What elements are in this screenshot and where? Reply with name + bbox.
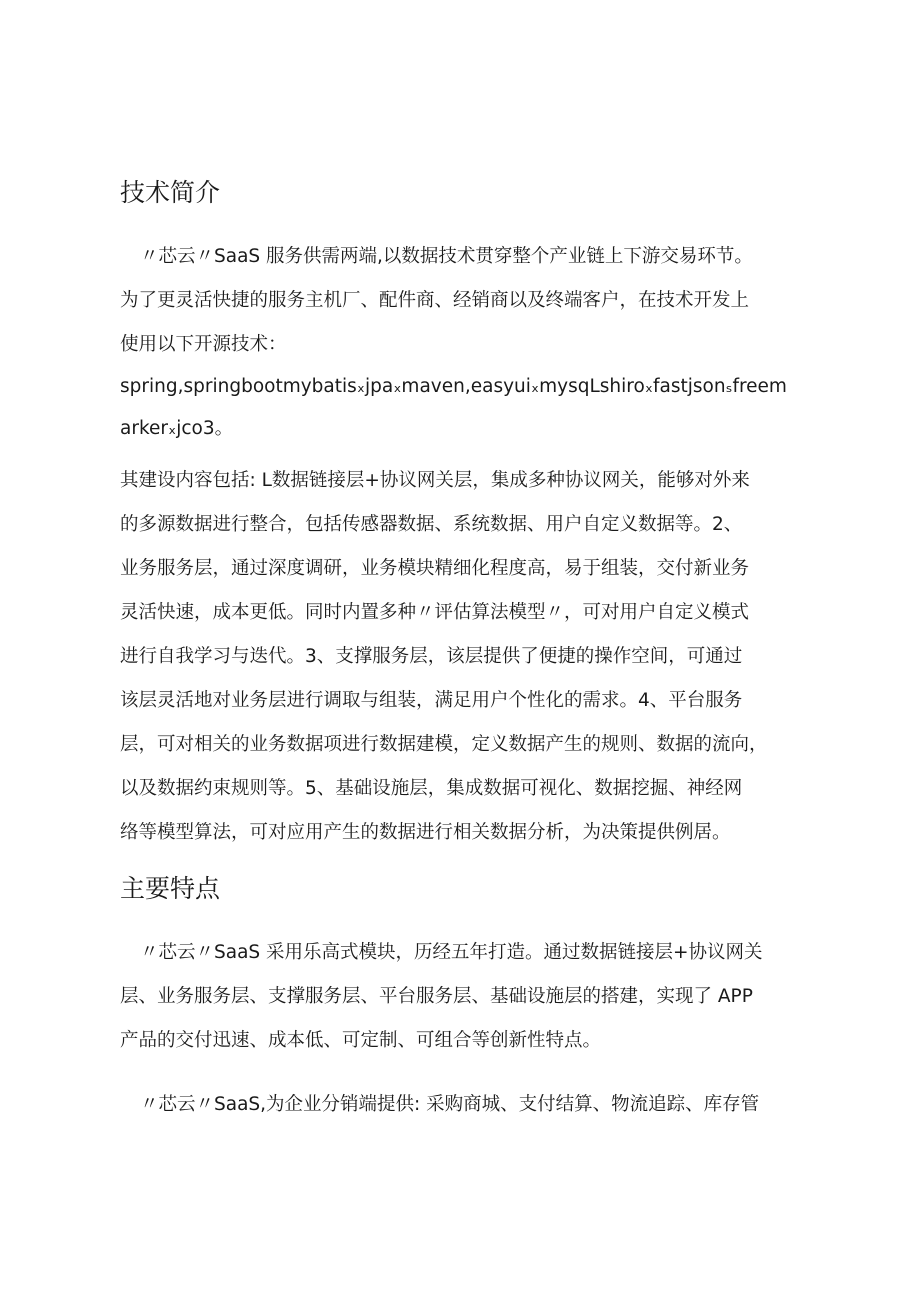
section-title-tech-intro: 技术简介 (120, 178, 221, 207)
paragraph-line: 的多源数据进行整合，包括传感器数据、系统数据、用户自定义数据等。2、 (120, 514, 743, 535)
paragraph-line: arkerₓjco3。 (120, 418, 234, 439)
paragraph-line: 络等模型算法，可对应用产生的数据进行相关数据分析，为决策提供例居。 (120, 822, 731, 843)
paragraph-line: 进行自我学习与迭代。3、支撑服务层，该层提供了便捷的操作空间，可通过 (120, 646, 743, 667)
paragraph-line: 使用以下开源技术： (120, 334, 287, 355)
paragraph-line: 〃芯云〃SaaS,为企业分销端提供: 采购商城、支付结算、物流追踪、库存管 (140, 1094, 760, 1115)
paragraph-line: 层，可对相关的业务数据项进行数据建模，定义数据产生的规则、数据的流向， (120, 734, 768, 755)
paragraph-line: 以及数据约束规则等。5、基础设施层，集成数据可视化、数据挖掘、神经网 (120, 778, 743, 799)
paragraph-line: 层、业务服务层、支撑服务层、平台服务层、基础设施层的搭建，实现了 APP (120, 986, 753, 1007)
section-title-key-features: 主要特点 (120, 874, 221, 903)
paragraph-line: 〃芯云〃SaaS 服务供需两端,以数据技术贯穿整个产业链上下游交易环节。 (140, 246, 753, 267)
paragraph-line: 〃芯云〃SaaS 采用乐高式模块，历经五年打造。通过数据链接层+协议网关 (140, 942, 763, 963)
paragraph-line: 其建设内容包括: L数据链接层+协议网关层，集成多种协议网关，能够对外来 (120, 470, 750, 491)
paragraph-line: 业务服务层，通过深度调研，业务模块精细化程度高，易于组装，交付新业务 (120, 558, 750, 579)
paragraph-line: 为了更灵活快捷的服务主机厂、配件商、经销商以及终端客户，在技术开发上 (120, 290, 750, 311)
paragraph-line: spring,springbootmybatisₓjpaₓmaven,easyuiₓmysqLshiroₓfastjsonₛfreem (120, 376, 787, 397)
paragraph-line: 灵活快速，成本更低。同时内置多种〃评估算法模型〃，可对用户自定义模式 (120, 602, 750, 623)
paragraph-line: 该层灵活地对业务层进行调取与组装，满足用户个性化的需求。4、平台服务 (120, 690, 743, 711)
paragraph-line: 产品的交付迅速、成本低、可定制、可组合等创新性特点。 (120, 1030, 602, 1051)
